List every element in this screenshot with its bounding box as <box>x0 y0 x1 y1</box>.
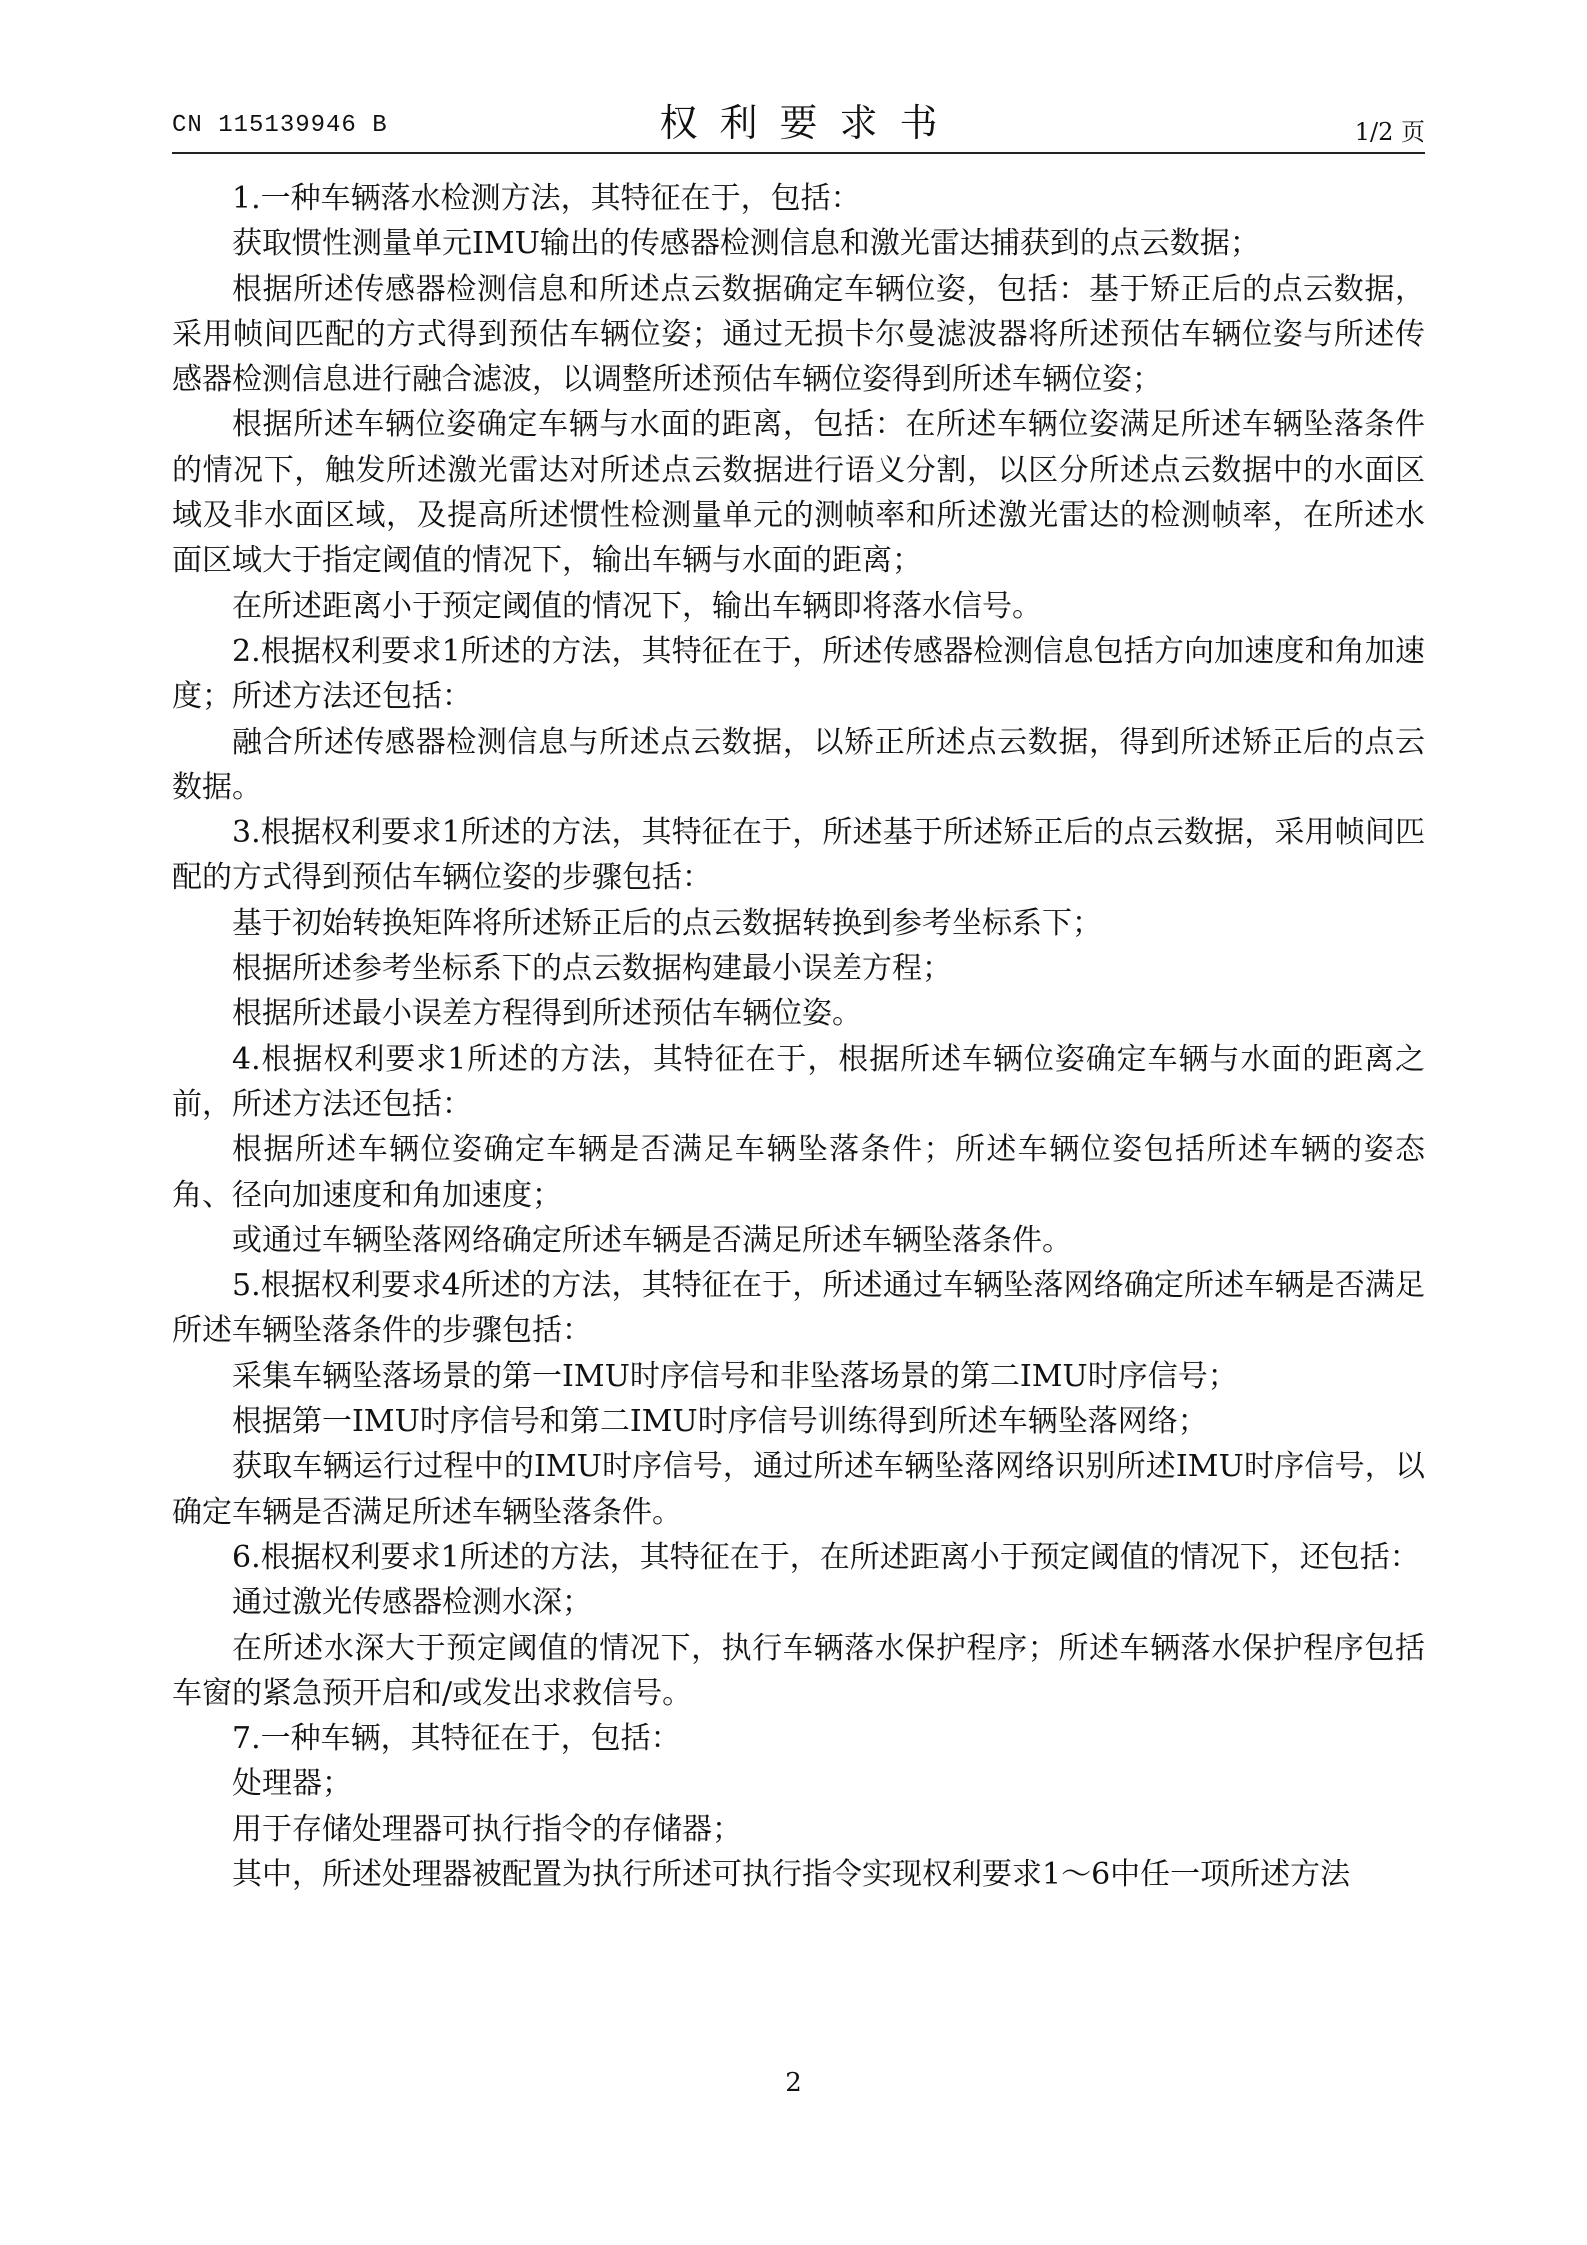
page-header <box>172 92 1425 152</box>
claim-paragraph: 处理器； <box>232 1766 352 1802</box>
claim-paragraph: 根据所述车辆位姿确定车辆与水面的距离，包括：在所述车辆位姿满足所述车辆坠落条件的情况下，触发所述激光雷达对所述点云数据进行语义分割，以区分所述点云数据中的水面区域及非水面区域，及提高所述惯性检测量单元的测帧率和所述激光雷达的检测帧率，在所述水面区域大于指定阈值的情况下，输出车辆与水面的距离； <box>172 407 1425 579</box>
claim-paragraph: 6.根据权利要求1所述的方法，其特征在于，在所述距离小于预定阈值的情况下，还包括： <box>232 1539 1420 1575</box>
claim-paragraph: 根据第一IMU时序信号和第二IMU时序信号训练得到所述车辆坠落网络； <box>232 1404 1208 1440</box>
claim-paragraph: 采集车辆坠落场景的第一IMU时序信号和非坠落场景的第二IMU时序信号； <box>232 1358 1238 1394</box>
claim-paragraph: 根据所述参考坐标系下的点云数据构建最小误差方程； <box>232 951 952 987</box>
claim-paragraph: 通过激光传感器检测水深； <box>232 1585 592 1621</box>
claim-paragraph: 根据所述车辆位姿确定车辆是否满足车辆坠落条件；所述车辆位姿包括所述车辆的姿态角、径向加速度和角加速度； <box>172 1132 1425 1213</box>
claim-paragraph: 1.一种车辆落水检测方法，其特征在于，包括： <box>232 181 861 216</box>
claim-paragraph: 4.根据权利要求1所述的方法，其特征在于，根据所述车辆位姿确定车辆与水面的距离之前，所述方法还包括： <box>172 1041 1425 1122</box>
claim-paragraph: 2.根据权利要求1所述的方法，其特征在于，所述传感器检测信息包括方向加速度和角加速度；所述方法还包括： <box>172 633 1425 715</box>
claim-paragraph: 基于初始转换矩阵将所述矫正后的点云数据转换到参考坐标系下； <box>232 905 1102 941</box>
claim-paragraph: 用于存储处理器可执行指令的存储器； <box>232 1811 742 1847</box>
patent-number: CN 115139946 B <box>172 112 388 139</box>
claim-paragraph: 在所述水深大于预定阈值的情况下，执行车辆落水保护程序；所述车辆落水保护程序包括车窗的紧急预开启和/或发出求救信号。 <box>172 1630 1425 1711</box>
claim-paragraph: 或通过车辆坠落网络确定所述车辆是否满足所述车辆坠落条件。 <box>232 1222 1072 1258</box>
document-title: 权利要求书 <box>659 101 960 145</box>
claim-paragraph: 根据所述传感器检测信息和所述点云数据确定车辆位姿，包括：基于矫正后的点云数据，采用帧间匹配的方式得到预估车辆位姿；通过无损卡尔曼滤波器将所述预估车辆位姿与所述传感器检测信息进行融合滤波，以调整所述预估车辆位姿得到所述车辆位姿； <box>172 271 1425 398</box>
claim-paragraph: 融合所述传感器检测信息与所述点云数据，以矫正所述点云数据，得到所述矫正后的点云数据。 <box>172 724 1425 805</box>
claim-paragraph: 获取车辆运行过程中的IMU时序信号，通过所述车辆坠落网络识别所述IMU时序信号，以确定车辆是否满足所述车辆坠落条件。 <box>172 1449 1425 1530</box>
claim-paragraph: 获取惯性测量单元IMU输出的传感器检测信息和激光雷达捕获到的点云数据； <box>232 226 1260 262</box>
claim-paragraph: 根据所述最小误差方程得到所述预估车辆位姿。 <box>232 996 862 1032</box>
claims-body <box>172 176 1425 1897</box>
claim-paragraph: 3.根据权利要求1所述的方法，其特征在于，所述基于所述矫正后的点云数据，采用帧间匹配的方式得到预估车辆位姿的步骤包括： <box>172 815 1425 896</box>
claim-paragraph: 在所述距离小于预定阈值的情况下，输出车辆即将落水信号。 <box>232 588 1042 624</box>
page-indicator: 1/2 页 <box>1354 118 1425 146</box>
header-divider <box>172 152 1425 154</box>
claim-paragraph: 5.根据权利要求4所述的方法，其特征在于，所述通过车辆坠落网络确定所述车辆是否满足所述车辆坠落条件的步骤包括： <box>172 1268 1425 1349</box>
page-number: 2 <box>785 2068 802 2098</box>
claim-paragraph: 其中，所述处理器被配置为执行所述可执行指令实现权利要求1～6中任一项所述方法 <box>232 1856 1351 1892</box>
claim-paragraph: 7.一种车辆，其特征在于，包括： <box>232 1721 681 1757</box>
